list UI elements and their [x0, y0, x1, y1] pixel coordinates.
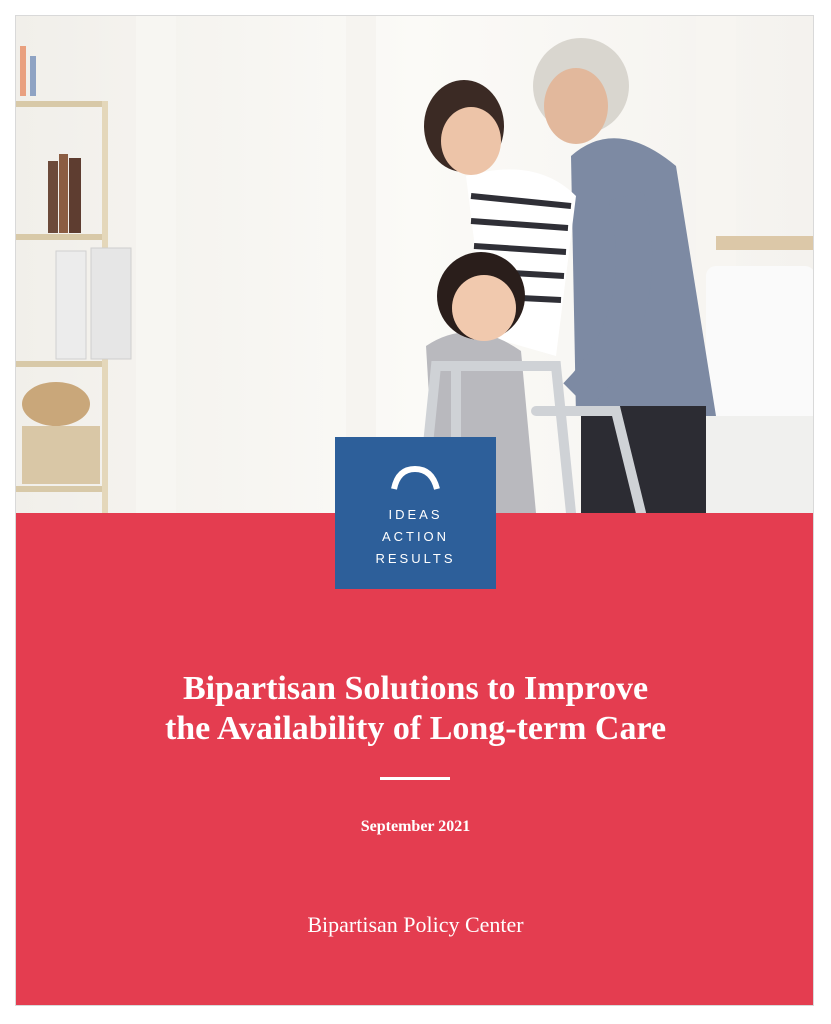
- arch-icon: [390, 465, 441, 491]
- organization-name: Bipartisan Policy Center: [307, 912, 524, 937]
- logo-line-results: RESULTS: [375, 551, 456, 566]
- report-date: September 2021: [360, 818, 471, 835]
- logo-line-action: ACTION: [381, 529, 450, 544]
- bpc-logo: [335, 437, 496, 589]
- logo-line-ideas: IDEAS: [388, 507, 443, 522]
- report-title: [16, 669, 814, 749]
- title-divider: [380, 777, 450, 780]
- report-title-line-2: the Availability of Long-term Care: [164, 710, 667, 747]
- report-title-line-1: Bipartisan Solutions to Improve: [182, 670, 649, 707]
- cover-frame: [15, 15, 814, 1006]
- logo-tagline: [335, 504, 496, 570]
